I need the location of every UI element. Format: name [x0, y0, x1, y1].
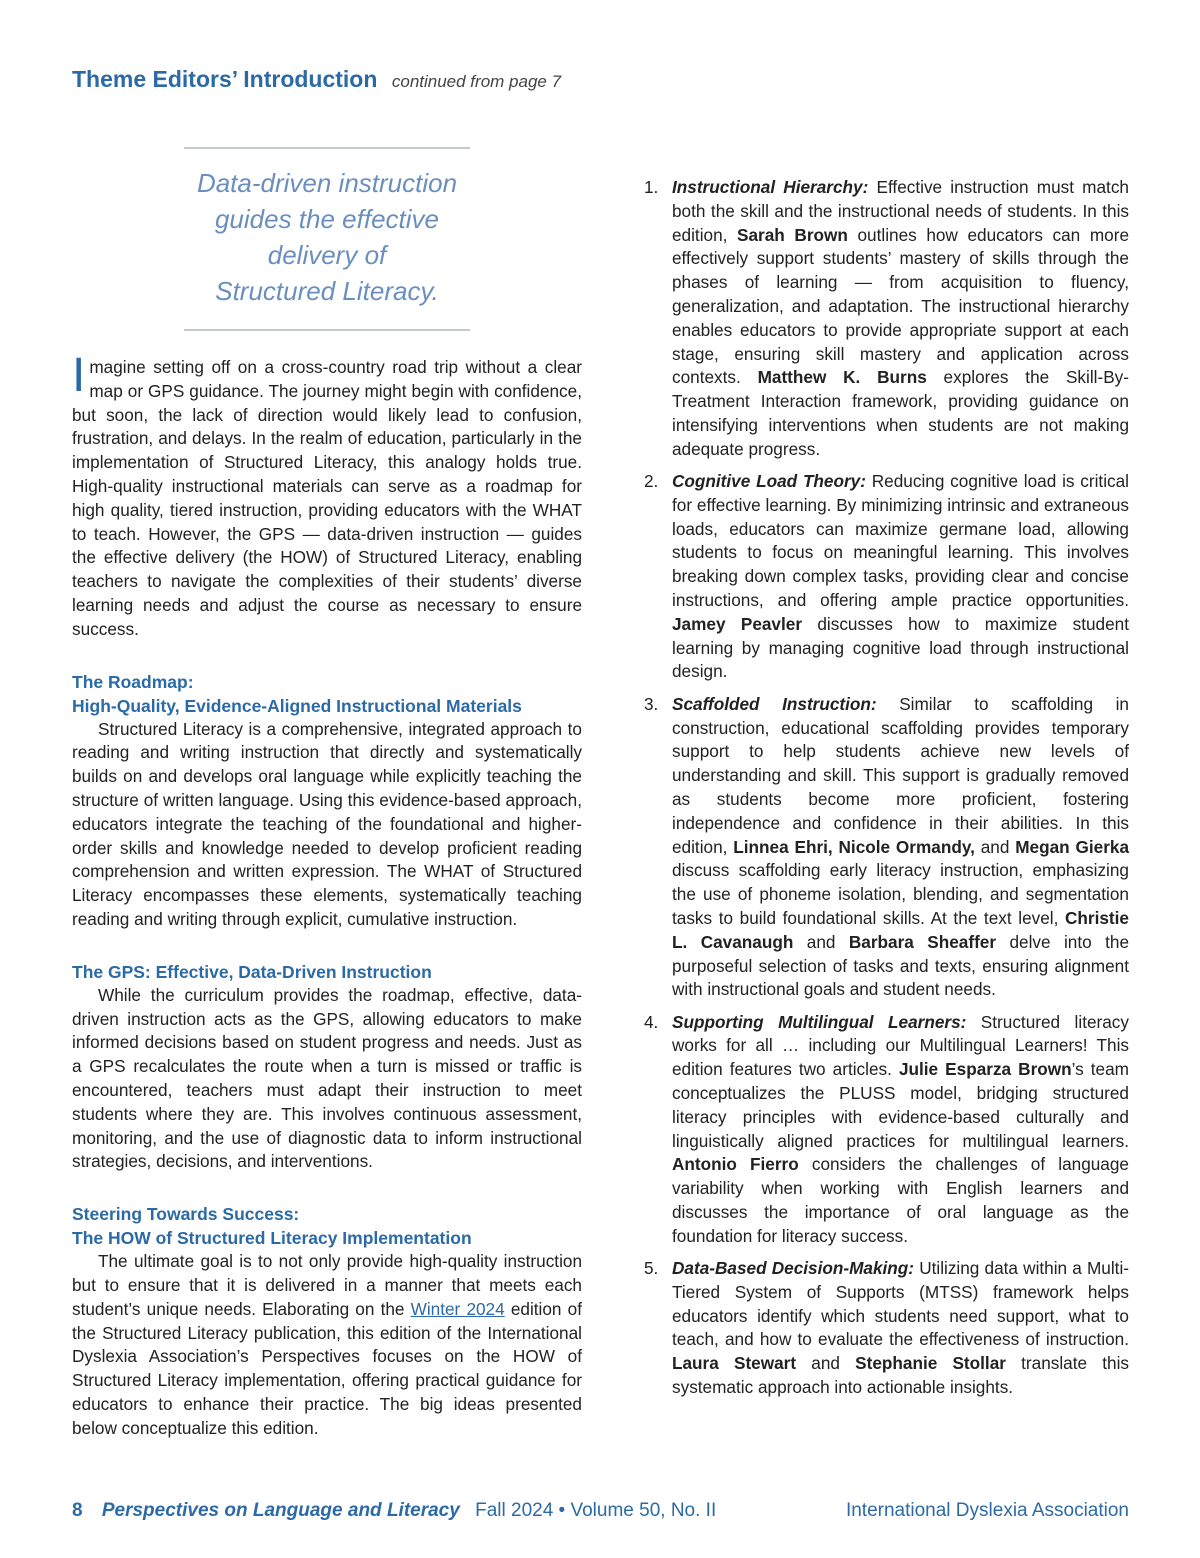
- list-text: and: [796, 1353, 856, 1374]
- section-heading-line: The Roadmap:: [72, 671, 194, 692]
- section-heading-line: High-Quality, Evidence-Aligned Instructional Materials: [72, 695, 522, 716]
- list-number: 4.: [644, 1011, 659, 1032]
- intro-paragraph: [72, 349, 582, 642]
- section-title: Theme Editors’ Introduction: [72, 66, 378, 92]
- list-text: Structured literacy works for all … including our Multilingual Learners! This edition features two articles.: [672, 1011, 1129, 1080]
- author-name: Antonio Fierro: [672, 1154, 799, 1175]
- author-name: Barbara Sheaffer: [848, 931, 997, 952]
- section-heading: [72, 1202, 582, 1250]
- author-name: Linnea Ehri, Nicole Ormandy,: [733, 836, 975, 857]
- page-number: 8: [72, 1500, 83, 1521]
- right-column: [644, 176, 1129, 1408]
- section-paragraph: While the curriculum provides the roadmap, effective, data-driven instruction acts as the GPS, allowing educators to make informed decisions based on student progress and needs. Just as a GPS recalculates the route when a turn is missed or traffic is encountered, teachers must adapt their instruction to meet students where they are. This involves continuous assessment, monitoring, and the use of diagnostic data to inform instructional strategies, decisions, and interventions.: [72, 984, 582, 1172]
- list-text: and: [793, 931, 849, 952]
- author-name: Megan Gierka: [1015, 836, 1130, 857]
- list-item: [644, 1257, 1129, 1400]
- list-text: delve into the purposeful selection of tasks and texts, ensuring alignment with instructional goals and student needs.: [672, 931, 1130, 1000]
- author-name: Julie Esparza Brown: [898, 1059, 1072, 1080]
- paragraph-text: edition of the Structured Literacy publication, this edition of the International Dyslexia Association’s Perspectives focuses on the HOW of Structured Literacy implementation, offering practical guidance for educators to enhance their practice. The big ideas presented below conceptualize this edition.: [72, 1298, 582, 1438]
- author-name: Stephanie Stollar: [855, 1353, 1006, 1374]
- list-term: Data-Based Decision-Making:: [672, 1258, 915, 1279]
- big-ideas-list: [644, 176, 1129, 1400]
- page-header: [72, 66, 561, 93]
- list-text: outlines how educators can more effectively support students’ mastery of skills through the phases of learning — from acquisition to fluency, generalization, and adaptation. The instructional hierarchy enables educators to provide appropriate support at each stage, ensuring skill mastery and application across contexts.: [672, 224, 1130, 388]
- list-text: considers the challenges of language variability when working with English learners and discusses the importance of oral language as the foundation for literacy success.: [672, 1154, 1129, 1246]
- list-term: Scaffolded Instruction:: [672, 693, 877, 714]
- section-heading: [72, 960, 582, 984]
- list-term: Cognitive Load Theory:: [672, 471, 866, 492]
- left-column: [72, 349, 582, 1440]
- list-text: translate this systematic approach into actionable insights.: [672, 1353, 1129, 1398]
- pull-quote-line: Data-driven instruction: [196, 168, 458, 198]
- pull-quote: [184, 147, 470, 331]
- issue-info: Fall 2024 • Volume 50, No. II: [475, 1500, 717, 1521]
- section-paragraph: Structured Literacy is a comprehensive, integrated approach to reading and writing instruction that directly and systematically builds on and develops oral language while explicitly teaching the structure of written language. Using this evidence-based approach, educators integrate the teaching of the foundational and higher-order skills and knowledge needed to develop proficient reading comprehension and written expression. The WHAT of Structured Literacy encompasses these elements, systematically teaching reading and writing through explicit, cumulative instruction.: [72, 718, 582, 929]
- page-footer: [72, 1500, 1129, 1522]
- continued-note: continued from page 7: [391, 72, 562, 91]
- section-heading: [72, 670, 582, 718]
- list-text: Utilizing data within a Multi-Tiered System of Supports (MTSS) framework helps educators identify which students need support, what to teach, and how to evaluate the effectiveness of instruction.: [672, 1258, 1129, 1350]
- section-heading-line: The GPS: Effective, Data-Driven Instruction: [72, 961, 432, 982]
- winter-2024-link[interactable]: Winter 2024: [410, 1298, 505, 1319]
- list-term: Instructional Hierarchy:: [672, 177, 869, 197]
- list-item: [644, 470, 1129, 684]
- author-name: Sarah Brown: [737, 224, 848, 245]
- list-item: [644, 693, 1129, 1002]
- list-text: discusses how to maximize student learning by managing cognitive load through instructional design.: [672, 613, 1129, 682]
- list-text: discuss scaffolding early literacy instruction, emphasizing the use of phoneme isolation, blending, and segmentation tasks to build foundational skills. At the text level,: [672, 860, 1129, 928]
- section-paragraph: [72, 1250, 582, 1440]
- paragraph-text: The ultimate goal is to not only provide high-quality instruction but to ensure that it is delivered in a manner that meets each student’s unique needs. Elaborating on the: [72, 1251, 582, 1319]
- author-name: Laura Stewart: [672, 1353, 797, 1374]
- list-item: [644, 1011, 1129, 1249]
- section-heading-line: The HOW of Structured Literacy Implementation: [72, 1228, 472, 1249]
- list-text: Effective instruction must match both the skill and the instructional needs of students. In this edition,: [672, 177, 1129, 245]
- drop-cap: I: [72, 349, 86, 402]
- list-item: [644, 176, 1129, 462]
- author-name: Jamey Peavler: [672, 613, 803, 634]
- list-number: 3.: [644, 693, 659, 714]
- list-text: Similar to scaffolding in construction, educational scaffolding provides temporary support to help students achieve new levels of understanding and skill. This support is gradually removed as students become more proficient, fostering independence and confidence in their abilities. In this edition,: [672, 693, 1129, 857]
- author-name: Matthew K. Burns: [757, 367, 927, 388]
- list-number: 1.: [644, 177, 659, 197]
- publication-name: Perspectives on Language and Literacy: [101, 1500, 460, 1521]
- list-number: 5.: [644, 1258, 659, 1279]
- organization-name: International Dyslexia Association: [845, 1500, 1129, 1521]
- list-term: Supporting Multilingual Learners:: [672, 1011, 967, 1032]
- list-text: explores the Skill-By-Treatment Interaction framework, providing guidance on intensifying interventions when students are not making adequate progress.: [672, 367, 1129, 459]
- pull-quote-line: guides the effective: [214, 204, 440, 234]
- list-number: 2.: [644, 471, 659, 492]
- list-text: Reducing cognitive load is critical for effective learning. By minimizing intrinsic and extraneous loads, educators can maximize germane load, allowing students to focus on meaningful learning. This involves breaking down complex tasks, providing clear and concise instructions, and offering ample practice opportunities.: [672, 471, 1129, 611]
- pull-quote-line: Structured Literacy.: [215, 276, 439, 306]
- author-name: Christie L. Cavanaugh: [672, 907, 1129, 952]
- list-text: ’s team conceptualizes the PLUSS model, bridging structured literacy principles with evidence-based culturally and linguistically aligned practices for multilingual learners.: [672, 1059, 1129, 1151]
- pull-quote-line: delivery of: [267, 240, 387, 270]
- section-heading-line: Steering Towards Success:: [72, 1204, 300, 1225]
- list-text: and: [974, 836, 1016, 857]
- intro-text: magine setting off on a cross-country road trip without a clear map or GPS guidance. The journey might begin with confidence, but soon, the lack of direction would likely lead to confusion, frustration, and delays. In the realm of education, particularly in the implementation of Structured Literacy, this analogy holds true. High-quality instructional materials can serve as a roadmap for high quality, tiered instruction, providing educators with the WHAT to teach. However, the GPS — data-driven instruction — guides the effective delivery (the HOW) of Structured Literacy, enabling teachers to navigate the complexities of their students’ diverse learning needs and adjust the course as necessary to ensure success.: [72, 357, 582, 639]
